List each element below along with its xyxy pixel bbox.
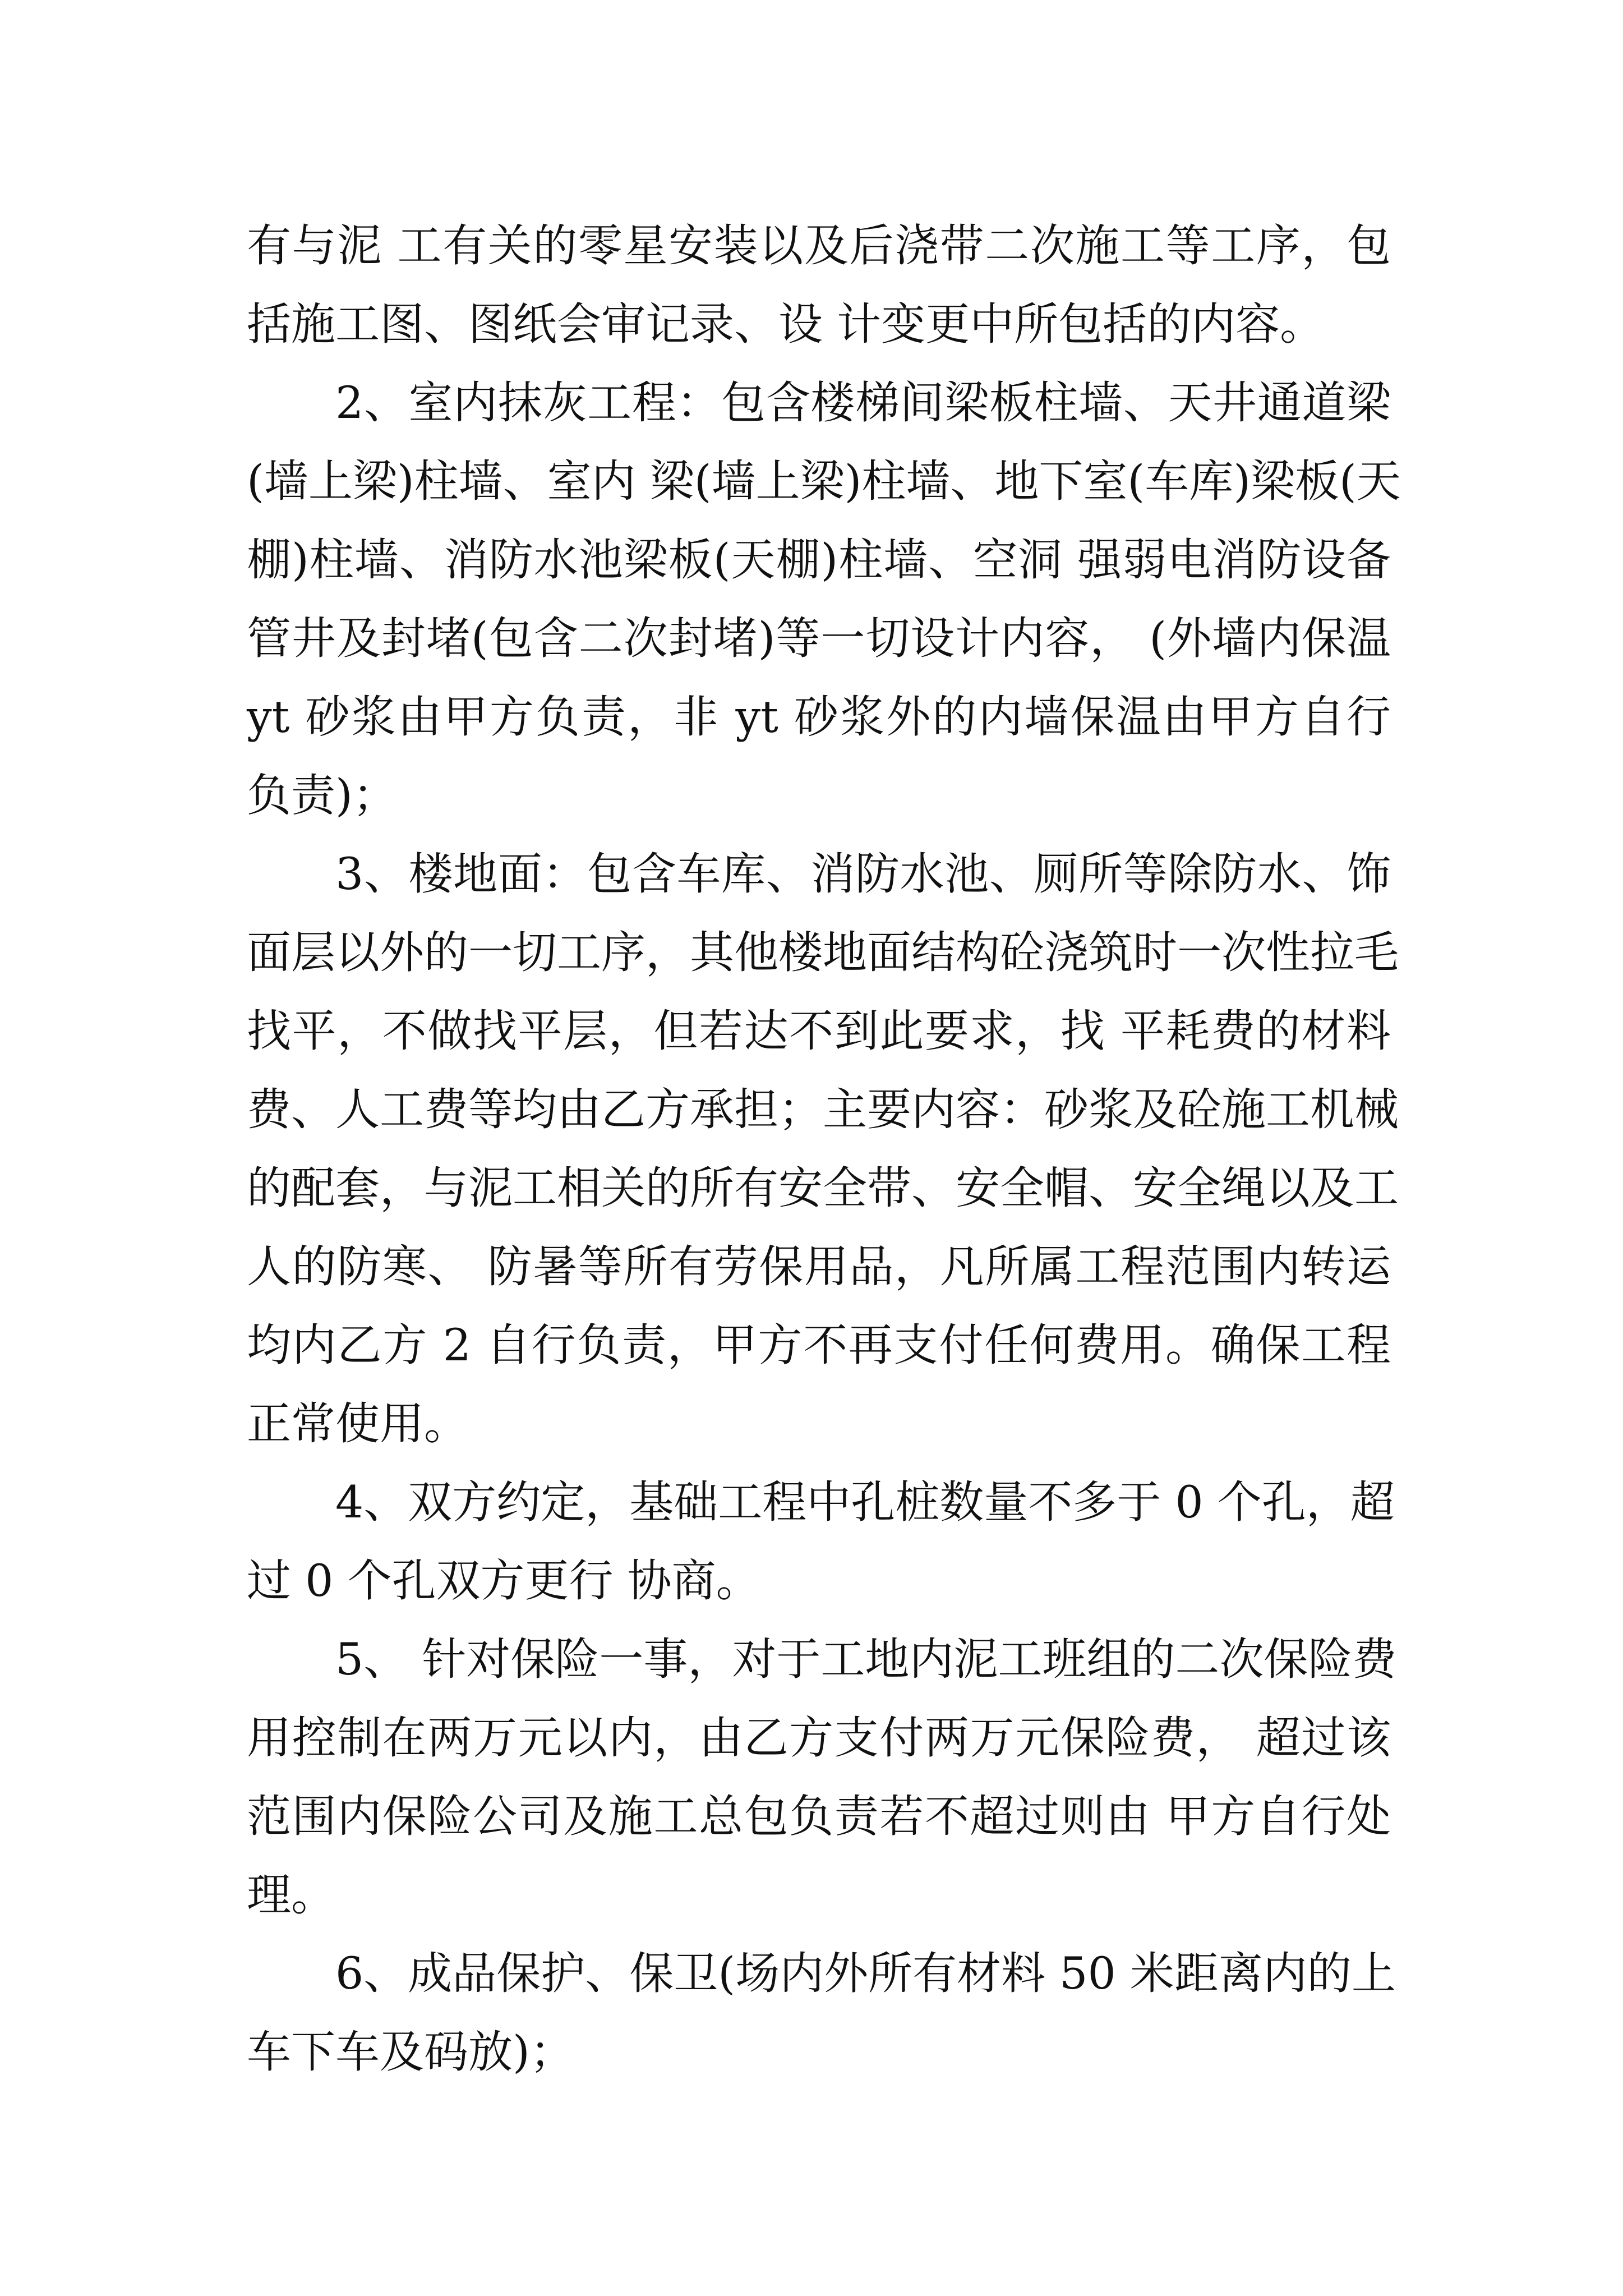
text-line-13: 的配套，与泥工相关的所有安全带、安全帽、安全绳以及工: [247, 1162, 1399, 1214]
text-line-24: 车下车及码放)；: [247, 2026, 574, 2078]
document-body: [247, 206, 1401, 2091]
text-line-23: 6、成品保护、保卫(场内外所有材料 50 米距离内的上: [335, 1948, 1396, 1999]
text-line-3: 2、室内抹灰工程：包含楼梯间梁板柱墙、天井通道梁: [335, 377, 1391, 429]
text-line-17: 4、双方约定，基础工程中孔桩数量不多于 0 个孔，超: [335, 1476, 1395, 1528]
text-line-22: 理。: [247, 1869, 335, 1921]
text-line-5: 棚)柱墙、消防水池梁板(天棚)柱墙、空洞 强弱电消防设备: [247, 534, 1391, 586]
text-line-1: 有与泥 工有关的零星安装以及后浇带二次施工等工序，包: [247, 220, 1391, 272]
text-line-14: 人的防寒、 防暑等所有劳保用品，凡所属工程范围内转运: [247, 1241, 1391, 1292]
text-line-20: 用控制在两万元以内，由乙方支付两万元保险费， 超过该: [247, 1712, 1391, 1764]
text-line-10: 面层以外的一切工序，其他楼地面结构砼浇筑时一次性拉毛: [247, 927, 1399, 978]
text-line-21: 范围内保险公司及施工总包负责若不超过则由 甲方自行处: [247, 1791, 1391, 1842]
text-line-4: (墙上梁)柱墙、室内 梁(墙上梁)柱墙、地下室(车库)梁板(天: [247, 455, 1401, 507]
text-line-11: 找平，不做找平层，但若达不到此要求，找 平耗费的材料: [247, 1005, 1391, 1057]
text-line-9: 3、楼地面：包含车库、消防水池、厕所等除防水、饰: [335, 848, 1391, 900]
text-line-2: 括施工图、图纸会审记录、设 计变更中所包括的内容。: [247, 298, 1325, 350]
text-line-12: 费、人工费等均由乙方承担；主要内容：砂浆及砼施工机械: [247, 1084, 1399, 1135]
text-line-8: 负责)；: [247, 770, 397, 821]
text-line-16: 正常使用。: [247, 1398, 468, 1450]
text-line-7: yt 砂浆由甲方负责，非 yt 砂浆外的内墙保温由甲方自行: [247, 691, 1391, 743]
text-line-15: 均内乙方 2 自行负责，甲方不再支付任何费用。确保工程: [247, 1319, 1391, 1371]
text-line-6: 管井及封堵(包含二次封堵)等一切设计内容， (外墙内保温: [247, 613, 1391, 664]
text-line-19: 5、 针对保险一事，对于工地内泥工班组的二次保险费: [335, 1634, 1397, 1685]
text-line-18: 过 0 个孔双方更行 协商。: [247, 1555, 760, 1607]
